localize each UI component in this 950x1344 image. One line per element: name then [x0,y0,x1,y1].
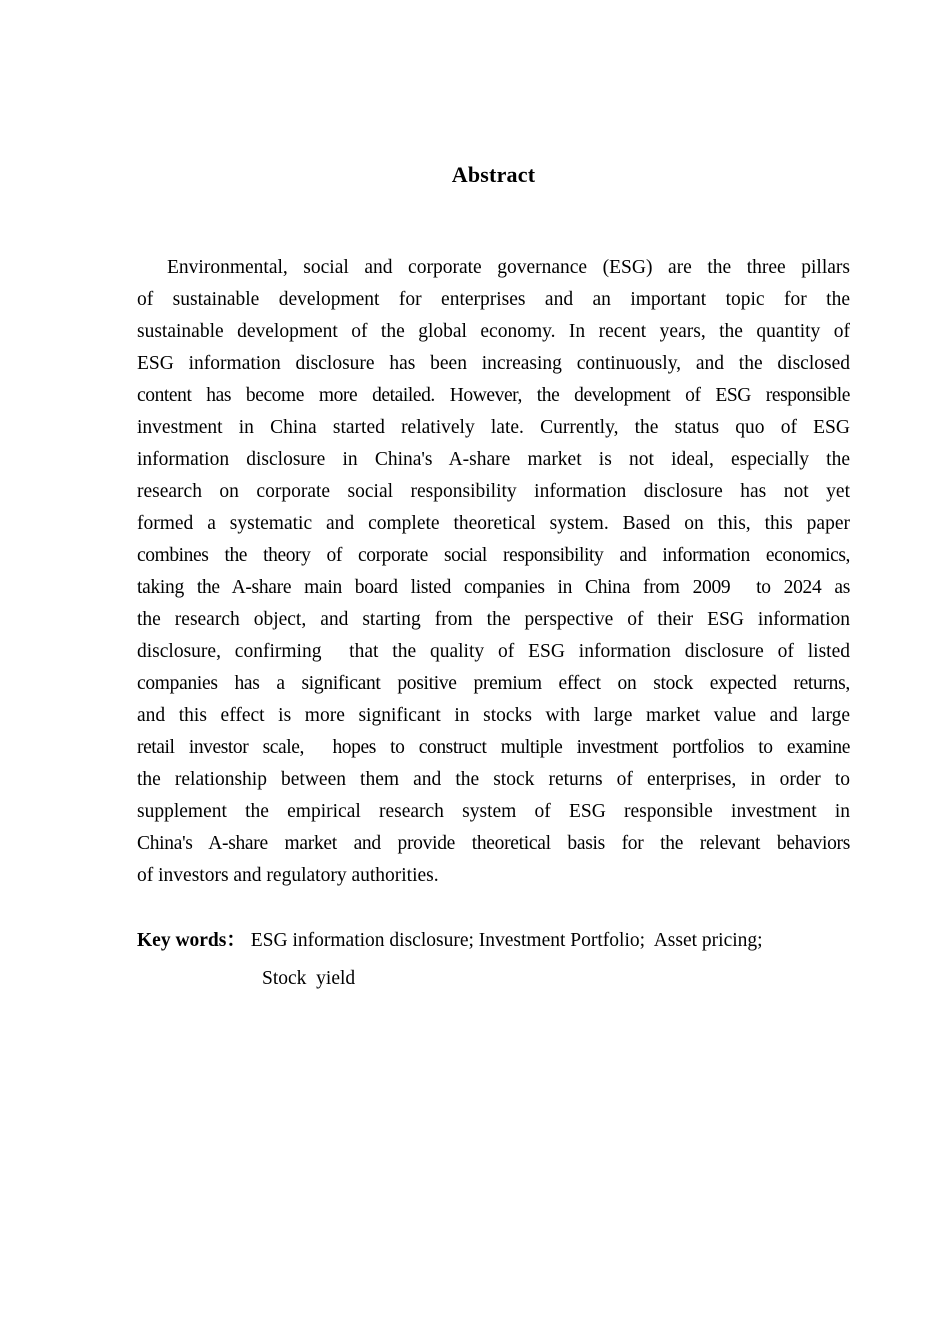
abstract-line: investment in China started relatively late. Currently, the status quo of ESG [137,417,850,438]
keywords-separator: ： [226,930,251,951]
keywords-first-line [137,922,850,960]
abstract-line: taking the A-share main board listed companies in China from 2009 to 2024 as [137,577,850,598]
abstract-line: supplement the empirical research system of ESG responsible investment in [137,801,850,822]
abstract-line: and this effect is more significant in stocks with large market value and large [137,705,850,726]
abstract-line: content has become more detailed. However, the development of ESG responsible [137,385,850,406]
abstract-paragraph [137,252,850,892]
abstract-line: the relationship between them and the stock returns of enterprises, in order to [137,769,850,790]
abstract-line: formed a systematic and complete theoretical system. Based on this, this paper [137,513,850,534]
abstract-line: China's A-share market and provide theoretical basis for the relevant behaviors [137,833,850,854]
keywords-block [137,922,850,998]
abstract-line: the research object, and starting from the perspective of their ESG information [137,609,850,630]
page-title: Abstract [451,162,536,187]
abstract-line: of sustainable development for enterprises and an important topic for the [137,289,850,310]
abstract-line: research on corporate social responsibility information disclosure has not yet [137,481,850,502]
abstract-line: companies has a significant positive premium effect on stock expected returns, [137,673,850,694]
abstract-line: sustainable development of the global economy. In recent years, the quantity of [137,321,850,342]
abstract-line: retail investor scale, hopes to construct multiple investment portfolios to examine [137,737,850,758]
abstract-line: disclosure, confirming that the quality of ESG information disclosure of listed [137,641,850,662]
keywords-value-line-2: Stock yield [262,968,356,989]
abstract-line: combines the theory of corporate social responsibility and information economics, [137,545,850,566]
keywords-label: Key words [137,930,227,951]
abstract-line: information disclosure in China's A-share market is not ideal, especially the [137,449,850,470]
abstract-line: Environmental, social and corporate governance (ESG) are the three pillars [167,257,850,278]
abstract-line: ESG information disclosure has been increasing continuously, and the disclosed [137,353,850,374]
abstract-line: of investors and regulatory authorities. [137,865,439,886]
keywords-value-line-1: ESG information disclosure; Investment Portfolio; Asset pricing; [250,930,763,951]
